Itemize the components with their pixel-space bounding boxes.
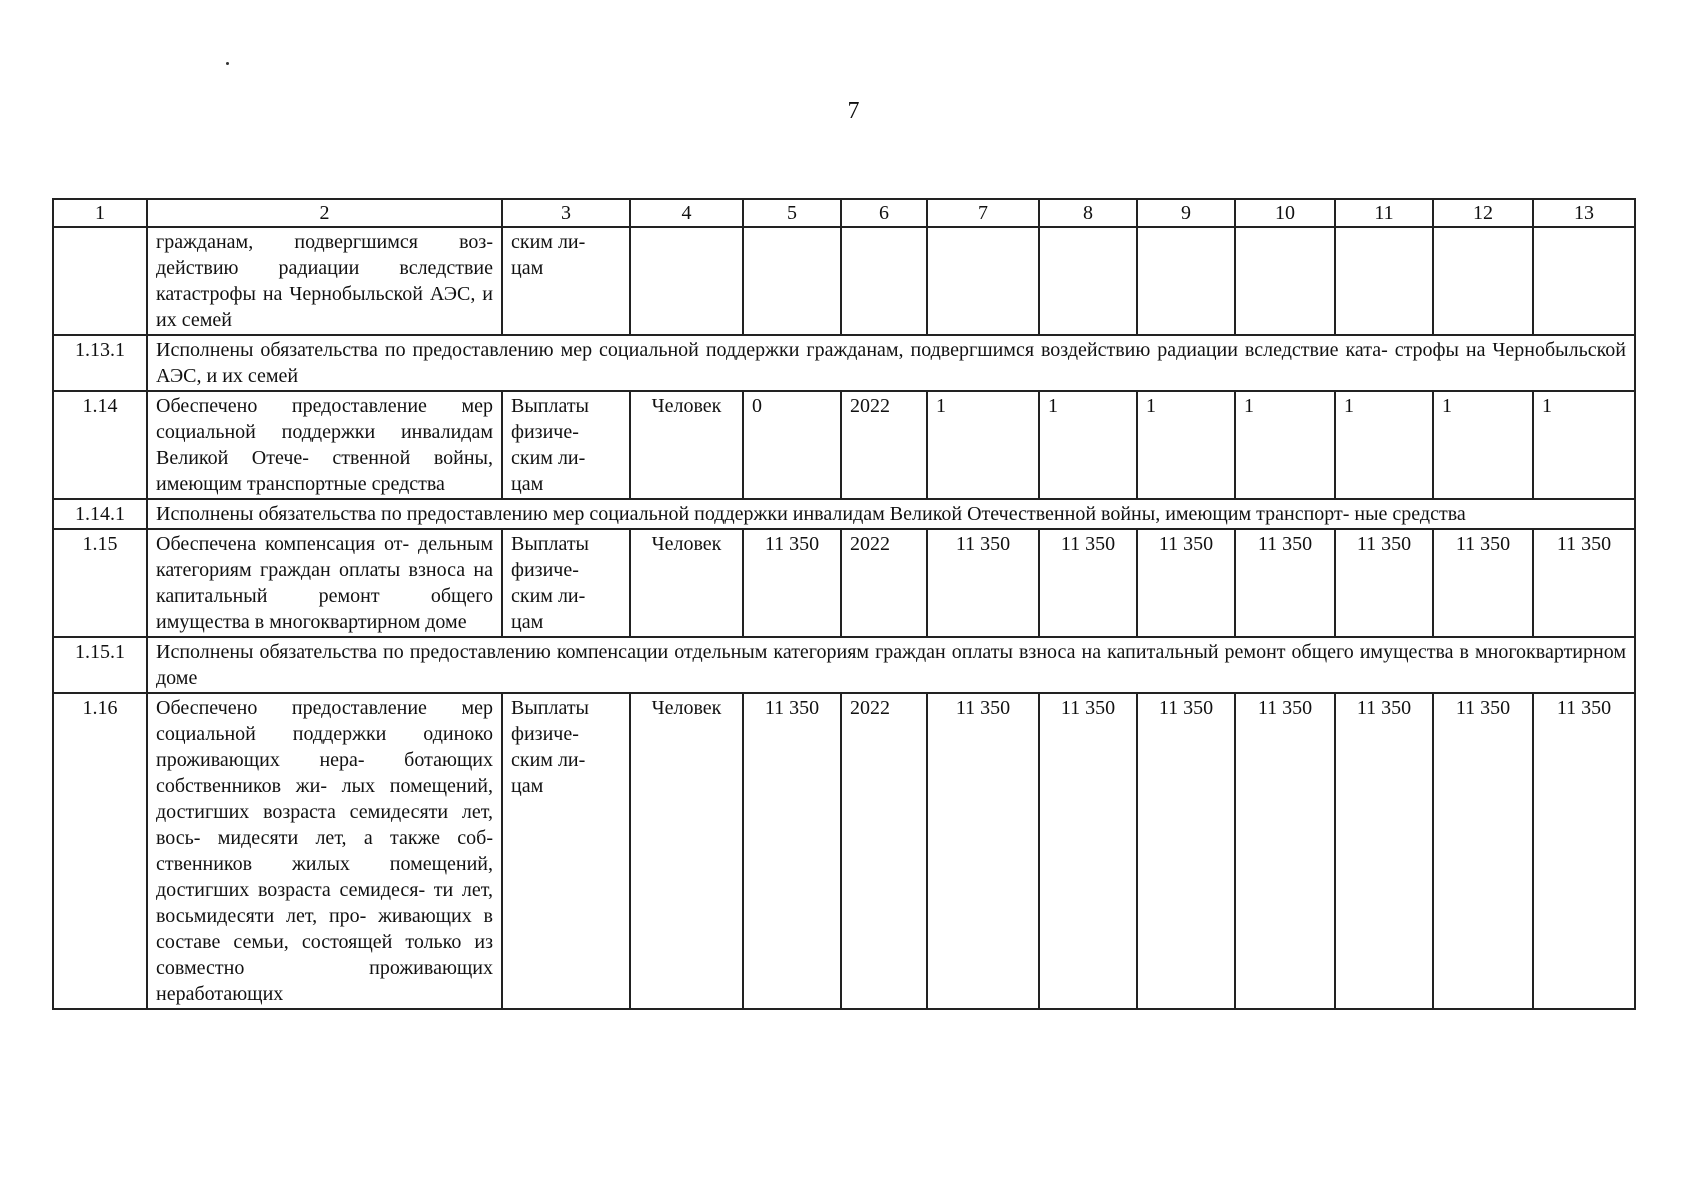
row-value-col10: 11 350 [1235,529,1335,637]
table-row-1-15-1 [53,637,1635,693]
row-value-col7: 11 350 [927,693,1039,1009]
row-value-col9: 1 [1137,391,1235,499]
header-cell: 1 [53,199,147,227]
row-base-value: 11 350 [743,529,841,637]
row-type: Выплаты физиче- ским ли- цам [502,529,630,637]
row-number: 1.13.1 [53,335,147,391]
empty-cell [1335,227,1433,335]
empty-cell [927,227,1039,335]
row-value-col11: 11 350 [1335,693,1433,1009]
row-summary: Исполнены обязательства по предоставлению компенсации отдельным категориям граждан оплаты взноса на капитальный ремонт общего имущества в многоквартирном доме [147,637,1635,693]
row-value-col8: 11 350 [1039,529,1137,637]
empty-cell [1039,227,1137,335]
empty-cell [841,227,927,335]
row-value-col8: 1 [1039,391,1137,499]
header-cell: 13 [1533,199,1635,227]
row-description: Обеспечено предоставление мер социальной поддержки инвалидам Великой Отече- ственной войны, имеющим транспортные средства [147,391,502,499]
row-value-col11: 1 [1335,391,1433,499]
row-value-col10: 11 350 [1235,693,1335,1009]
header-cell: 8 [1039,199,1137,227]
indicators-table [52,198,1636,1010]
row-value-col12: 1 [1433,391,1533,499]
row-type: Выплаты физиче- ским ли- цам [502,391,630,499]
row-value-col9: 11 350 [1137,693,1235,1009]
scan-speck [226,62,229,65]
row-description: Обеспечено предоставление мер социальной поддержки одиноко проживающих нера- ботающих собственников жи- лых помещений, достигших возраста семидесяти лет, вось- мидесяти лет, а также соб- ственников жилых помещений, достигших возраста семидеся- ти лет, восьмидесяти лет, про- живающих в составе семьи, состоящей только из совместно проживающих неработающих [147,693,502,1009]
row-base-year: 2022 [841,391,927,499]
empty-cell [743,227,841,335]
header-cell: 11 [1335,199,1433,227]
header-cell: 5 [743,199,841,227]
row-value-col7: 1 [927,391,1039,499]
row-summary: Исполнены обязательства по предоставлению мер социальной поддержки инвалидам Великой Отечественной войны, имеющим транспорт- ные средства [147,499,1635,529]
row-number: 1.14.1 [53,499,147,529]
row-value-col8: 11 350 [1039,693,1137,1009]
header-cell: 2 [147,199,502,227]
table-row-1-14-1 [53,499,1635,529]
header-cell: 7 [927,199,1039,227]
row-base-value: 11 350 [743,693,841,1009]
row-unit: Человек [630,693,743,1009]
table-row-continuation [53,227,1635,335]
table-row-1-13-1 [53,335,1635,391]
row-description: гражданам, подвергшимся воз- действию радиации вследствие катастрофы на Чернобыльской АЭС, и их семей [147,227,502,335]
row-number: 1.15.1 [53,637,147,693]
row-description: Обеспечена компенсация от- дельным категориям граждан оплаты взноса на капитальный ремонт общего имущества в многоквартирном доме [147,529,502,637]
row-value-col11: 11 350 [1335,529,1433,637]
row-type: ским ли- цам [502,227,630,335]
row-number: 1.14 [53,391,147,499]
row-base-value: 0 [743,391,841,499]
header-cell: 10 [1235,199,1335,227]
row-value-col7: 11 350 [927,529,1039,637]
row-value-col13: 11 350 [1533,529,1635,637]
row-base-year: 2022 [841,693,927,1009]
row-value-col12: 11 350 [1433,529,1533,637]
row-value-col12: 11 350 [1433,693,1533,1009]
row-number: 1.15 [53,529,147,637]
empty-cell [1137,227,1235,335]
row-summary: Исполнены обязательства по предоставлению мер социальной поддержки гражданам, подвергшимся воздействию радиации вследствие ката- строфы на Чернобыльской АЭС, и их семей [147,335,1635,391]
row-number: 1.16 [53,693,147,1009]
page-number: 7 [847,98,860,124]
header-cell: 4 [630,199,743,227]
row-number-cell [53,227,147,335]
header-cell: 12 [1433,199,1533,227]
header-cell: 6 [841,199,927,227]
table-row-1-14 [53,391,1635,499]
table-row-1-16 [53,693,1635,1009]
table-row-1-15 [53,529,1635,637]
header-cell: 3 [502,199,630,227]
empty-cell [1433,227,1533,335]
row-unit: Человек [630,529,743,637]
column-number-header [53,199,1635,227]
empty-cell [1235,227,1335,335]
empty-cell [1533,227,1635,335]
row-unit: Человек [630,391,743,499]
header-cell: 9 [1137,199,1235,227]
row-value-col13: 1 [1533,391,1635,499]
row-type: Выплаты физиче- ским ли- цам [502,693,630,1009]
row-value-col10: 1 [1235,391,1335,499]
row-base-year: 2022 [841,529,927,637]
empty-cell [630,227,743,335]
row-value-col13: 11 350 [1533,693,1635,1009]
row-value-col9: 11 350 [1137,529,1235,637]
